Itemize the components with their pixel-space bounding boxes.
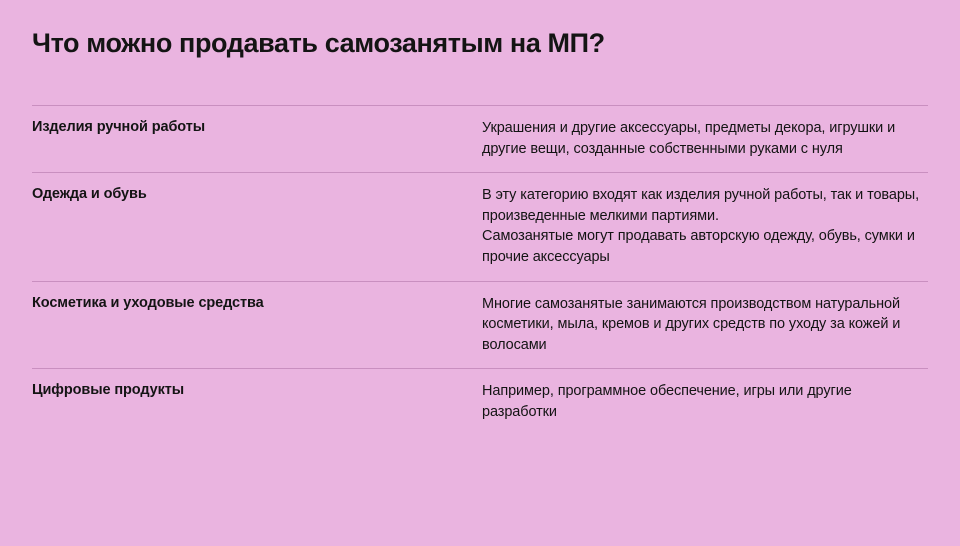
list-item-description — [482, 381, 928, 422]
description-paragraph: Например, программное обеспечение, игры или другие разработки — [482, 383, 852, 420]
description-paragraph: Многие самозанятые занимаются производством натуральной косметики, мыла, кремов и других средств по уходу за кожей и волосами — [482, 295, 901, 353]
description-paragraph: В эту категорию входят как изделия ручной работы, так и товары, произведенные мелкими партиями. — [482, 187, 920, 224]
list-item-term: Цифровые продукты — [32, 382, 185, 399]
list-item — [32, 281, 928, 369]
page-title: Что можно продавать самозанятым на МП? — [32, 28, 605, 58]
list-item-description — [482, 294, 928, 356]
description-paragraph: Самозанятые могут продавать авторскую одежду, обувь, сумки и прочие аксессуары — [482, 228, 915, 265]
list-item — [32, 368, 928, 435]
list-item-term: Одежда и обувь — [32, 186, 147, 203]
list-item — [32, 172, 928, 280]
list-item-description — [482, 185, 928, 267]
list-item — [32, 105, 928, 172]
description-paragraph: Украшения и другие аксессуары, предметы декора, игрушки и другие вещи, созданные собственными руками с нуля — [482, 120, 896, 157]
definition-list — [32, 105, 928, 435]
list-item-description — [482, 118, 928, 159]
list-item-term: Изделия ручной работы — [32, 119, 205, 136]
list-item-term: Косметика и уходовые средства — [32, 294, 264, 311]
